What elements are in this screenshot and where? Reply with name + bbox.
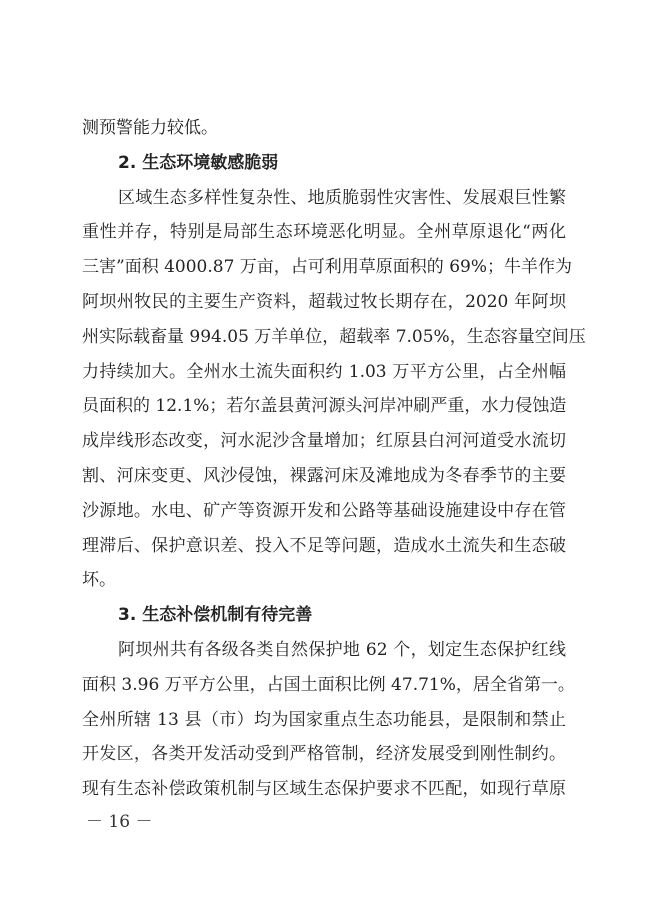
paragraph-line: 理滞后、保护意识差、投入不足等问题，造成水土流失和生态破 [82,535,566,556]
paragraph-line: 三害”面积 4000.87 万亩，占可利用草原面积的 69%；牛羊作为 [82,257,572,278]
section-heading-3: 3. 生态补偿机制有待完善 [118,605,313,626]
paragraph-line: 沙源地。水电、矿产等资源开发和公路等基础设施建设中存在管 [82,500,566,521]
paragraph-line: 阿坝州牧民的主要生产资料，超载过牧长期存在，2020 年阿坝 [82,291,566,312]
paragraph-line: 州实际载畜量 994.05 万羊单位，超载率 7.05%，生态容量空间压 [82,326,586,347]
paragraph-line: 区域生态多样性复杂性、地质脆弱性灾害性、发展艰巨性繁 [118,187,566,208]
paragraph-line: 力持续加大。全州水土流失面积约 1.03 万平方公里，占全州幅 [82,361,566,382]
paragraph-line: 测预警能力较低。 [82,118,218,138]
section-heading-2: 2. 生态环境敏感脆弱 [118,152,279,173]
paragraph-line: 割、河床变更、风沙侵蚀，裸露河床及滩地成为冬春季节的主要 [82,465,566,486]
document-body [82,111,586,807]
paragraph-line: 阿坝州共有各级各类自然保护地 62 个，划定生态保护红线 [118,639,566,660]
paragraph-line: 重性并存，特别是局部生态环境恶化明显。全州草原退化“两化 [82,222,566,243]
paragraph-line: 面积 3.96 万平方公里，占国土面积比例 47.71%，居全省第一。 [82,674,575,695]
paragraph-line: 坏。 [82,570,116,591]
paragraph-line: 全州所辖 13 县（市）均为国家重点生态功能县，是限制和禁止 [82,709,566,730]
paragraph-line: 员面积的 12.1%；若尔盖县黄河源头河岸冲刷严重，水力侵蚀造 [82,396,567,417]
paragraph-line: 成岸线形态改变，河水泥沙含量增加；红原县白河河道受水流切 [82,431,566,452]
paragraph-line: 现有生态补偿政策机制与区域生态保护要求不匹配，如现行草原 [82,779,566,800]
page-number: － 16 － [86,812,153,832]
paragraph-line: 开发区，各类开发活动受到严格管制，经济发展受到刚性制约。 [82,744,566,765]
